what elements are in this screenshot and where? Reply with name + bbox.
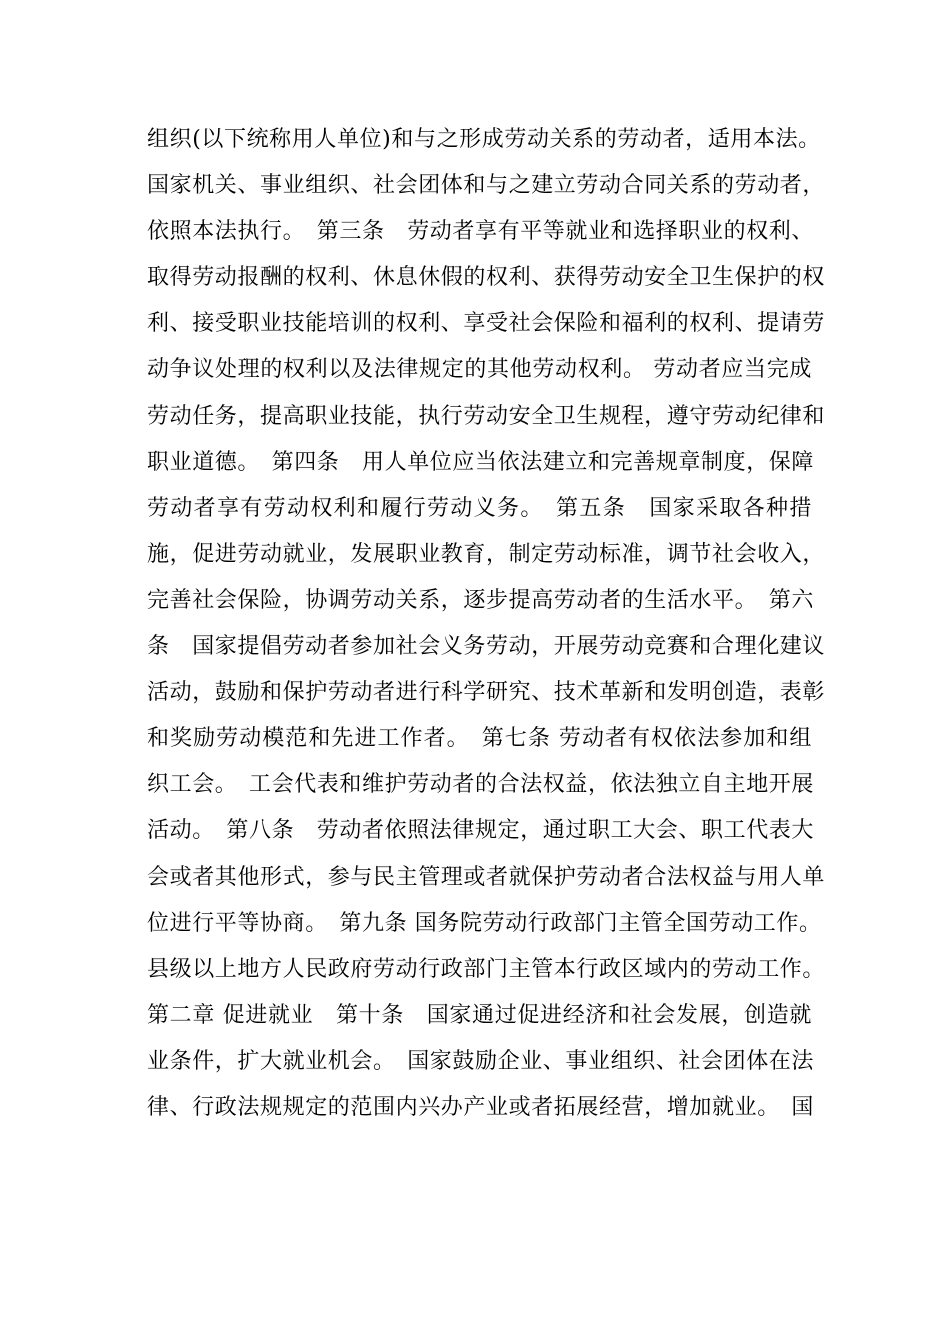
text-line: 条 国家提倡劳动者参加社会义务劳动，开展劳动竞赛和合理化建议 xyxy=(147,634,826,660)
text-line: 和奖励劳动模范和先进工作者。 第七条 劳动者有权依法参加和组 xyxy=(147,726,812,752)
text-line: 第二章 促进就业 第十条 国家通过促进经济和社会发展，创造就 xyxy=(147,1002,812,1028)
text-line: 依照本法执行。 第三条 劳动者享有平等就业和选择职业的权利、 xyxy=(147,219,815,245)
text-line: 取得劳动报酬的权利、休息休假的权利、获得劳动安全卫生保护的权 xyxy=(147,265,826,291)
text-line: 县级以上地方人民政府劳动行政部门主管本行政区域内的劳动工作。 xyxy=(147,956,826,982)
text-line: 施，促进劳动就业，发展职业教育，制定劳动标准，调节社会收入， xyxy=(147,541,826,567)
text-line: 职业道德。 第四条 用人单位应当依法建立和完善规章制度，保障 xyxy=(147,449,815,475)
text-line: 业条件，扩大就业机会。 国家鼓励企业、事业组织、社会团体在法 xyxy=(147,1048,815,1074)
text-line: 动争议处理的权利以及法律规定的其他劳动权利。 劳动者应当完成 xyxy=(147,357,812,383)
text-line: 活动。 第八条 劳动者依照法律规定，通过职工大会、职工代表大 xyxy=(147,818,815,844)
text-line: 劳动任务，提高职业技能，执行劳动安全卫生规程，遵守劳动纪律和 xyxy=(147,403,826,429)
text-line: 劳动者享有劳动权利和履行劳动义务。 第五条 国家采取各种措 xyxy=(147,495,812,521)
text-line: 利、接受职业技能培训的权利、享受社会保险和福利的权利、提请劳 xyxy=(147,311,826,337)
text-line: 位进行平等协商。 第九条 国务院劳动行政部门主管全国劳动工作。 xyxy=(147,910,822,936)
body-text xyxy=(147,117,826,1131)
text-line: 会或者其他形式，参与民主管理或者就保护劳动者合法权益与用人单 xyxy=(147,864,826,890)
text-line: 组织(以下统称用人单位)和与之形成劳动关系的劳动者，适用本法。 xyxy=(147,127,821,152)
text-line: 活动，鼓励和保护劳动者进行科学研究、技术革新和发明创造，表彰 xyxy=(147,680,826,706)
text-line: 律、行政法规规定的范围内兴办产业或者拓展经营，增加就业。 国 xyxy=(147,1094,815,1120)
text-line: 完善社会保险，协调劳动关系，逐步提高劳动者的生活水平。 第六 xyxy=(147,587,815,613)
text-line: 国家机关、事业组织、社会团体和与之建立劳动合同关系的劳动者， xyxy=(147,173,826,199)
text-line: 织工会。 工会代表和维护劳动者的合法权益，依法独立自主地开展 xyxy=(147,772,815,798)
